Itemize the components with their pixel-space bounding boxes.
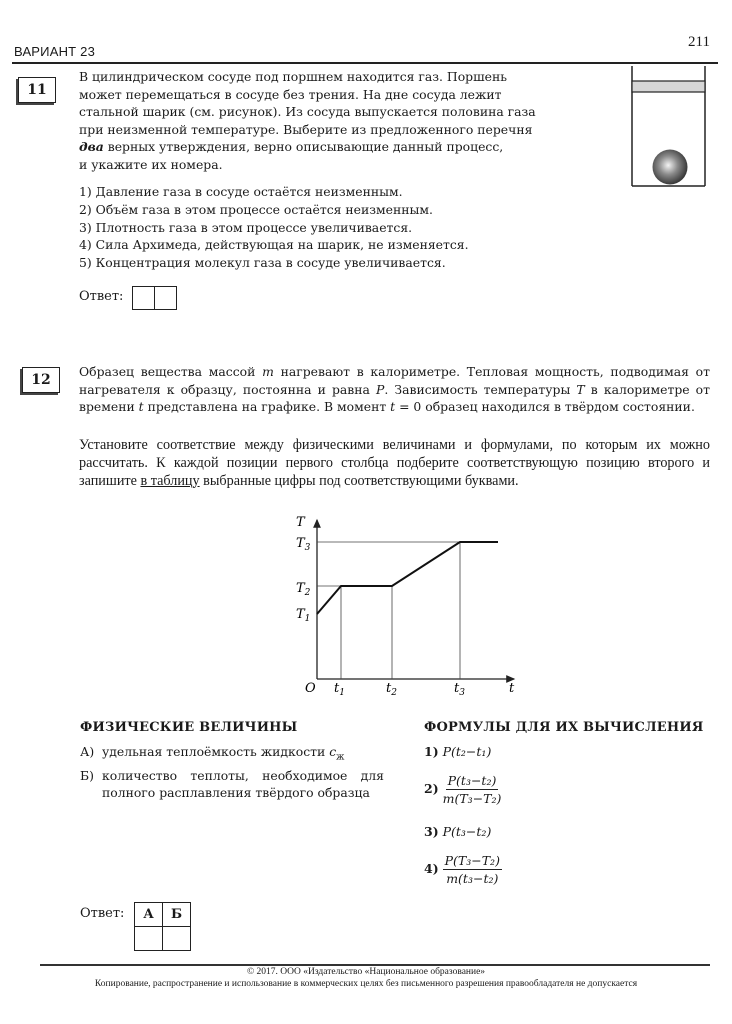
answer-header-A: А xyxy=(135,903,163,927)
text: в калориметре от времени xyxy=(79,381,710,414)
text: удельная теплоёмкость жидкости xyxy=(102,744,330,759)
fraction xyxy=(443,853,502,886)
formula-label: 2) xyxy=(424,781,439,796)
temperature-curve xyxy=(317,542,498,614)
svg-text:T2: $T_2$ xyxy=(296,581,311,598)
symbol-T: T xyxy=(576,381,585,397)
answer-box-11[interactable] xyxy=(132,286,177,310)
answer-cell-1[interactable] xyxy=(133,287,155,309)
text: Установите соответствие между физическими величинами и формулами, по которым их можно рассчитать. К каждой позиции первого столбца подберите соответствующую позицию второго и запишите xyxy=(79,437,710,489)
text: . Зависимость температуры xyxy=(384,381,577,397)
formula-expr: P(t₃−t₂) xyxy=(442,824,492,839)
variant-title: ВАРИАНТ 23 xyxy=(14,44,95,59)
svg-text:t2: $t_2$ xyxy=(386,681,397,698)
text: выбранные цифры под соответствующими буквами. xyxy=(199,472,519,489)
formula-expr: P(t₂−t₁) xyxy=(442,744,492,759)
quantity-label: А) xyxy=(80,744,95,759)
task11-text xyxy=(79,68,609,173)
page-number: 211 xyxy=(688,34,710,50)
numerator: P(t₃−t₂) xyxy=(447,773,497,788)
task11-line: при неизменной температуре. Выберите из предложенного перечня xyxy=(79,121,533,137)
svg-text:T3: $T_3$ xyxy=(296,536,311,553)
temperature-time-graph xyxy=(284,514,524,700)
quantity-B xyxy=(80,767,384,802)
emphasis-word: два xyxy=(79,139,104,154)
formula-label: 1) xyxy=(424,744,439,759)
y-axis-label: T xyxy=(296,515,305,530)
symbol-c: c xyxy=(329,744,337,759)
quantity-A xyxy=(80,743,384,767)
option-2: 2) Объём газа в этом процессе остаётся неизменным. xyxy=(79,201,433,217)
option-3: 3) Плотность газа в этом процессе увеличивается. xyxy=(79,219,413,235)
formula-4 xyxy=(424,853,502,886)
denominator: m(T₃−T₂) xyxy=(442,791,502,806)
quantity-label: Б) xyxy=(80,767,94,783)
quantities-list xyxy=(80,743,384,802)
origin-label: O xyxy=(305,681,316,696)
task11-line-rest: верных утверждения, верно описывающие данный процесс, xyxy=(103,139,504,154)
answer-header-B: Б xyxy=(163,903,191,927)
task11-line: может перемещаться в сосуде без трения. На дне сосуда лежит xyxy=(79,86,502,102)
formula-label: 3) xyxy=(424,824,439,839)
formula-2 xyxy=(424,773,501,806)
answer-label-11: Ответ: xyxy=(79,289,124,304)
task11-line xyxy=(79,138,609,156)
fraction xyxy=(443,773,502,806)
task-number-11: 11 xyxy=(18,77,56,103)
underlined-text: в таблицу xyxy=(140,472,200,489)
symbol-t: t xyxy=(138,399,144,414)
task12-condition xyxy=(79,363,710,416)
footer-divider xyxy=(40,964,710,966)
svg-text:T1: $T_1$ xyxy=(296,607,311,624)
copyright: © 2017. ООО «Издательство «Национальное образование» xyxy=(246,967,486,977)
formula-1 xyxy=(424,744,491,759)
answer-cell-2[interactable] xyxy=(155,287,176,309)
option-1: 1) Давление газа в сосуде остаётся неизменным. xyxy=(79,184,403,199)
copyright-notice: Копирование, распространение и использование в коммерческих целях без письменного разрешения правообладателя не допускается xyxy=(94,979,638,989)
text: нагревают в калориметре. Тепловая мощность, подводимая от нагревателя к образцу, постоянна и равна xyxy=(79,364,710,397)
denominator: m(t₃−t₂) xyxy=(446,871,499,886)
symbol-t: t xyxy=(390,399,396,414)
formula-3 xyxy=(424,824,491,839)
text: Образец вещества массой xyxy=(79,364,263,379)
task12-instruction xyxy=(79,437,710,490)
task-number-12: 12 xyxy=(22,367,60,393)
subscript: ж xyxy=(336,752,345,763)
task11-line: стальной шарик (см. рисунок). Из сосуда выпускается половина газа xyxy=(79,104,536,119)
answer-cell-A[interactable] xyxy=(135,927,163,951)
task11-options xyxy=(79,183,469,272)
option-5: 5) Концентрация молекул газа в сосуде увеличивается. xyxy=(79,255,446,271)
option-4: 4) Сила Архимеда, действующая на шарик, не изменяется. xyxy=(79,237,469,253)
svg-text:t3: $t_3$ xyxy=(454,681,465,698)
task11-line: В цилиндрическом сосуде под поршнем находится газ. Поршень xyxy=(79,69,507,84)
steel-ball xyxy=(653,150,688,185)
quantity-text: количество теплоты, необходимое для полного расплавления твёрдого образца xyxy=(102,767,384,801)
header-divider xyxy=(12,62,718,64)
answer-cell-B[interactable] xyxy=(163,927,191,951)
cylinder-piston-figure xyxy=(628,66,708,190)
answer-label-12: Ответ: xyxy=(80,906,125,921)
text: представлена на графике. В момент xyxy=(143,399,391,414)
symbol-m: m xyxy=(262,364,274,379)
svg-text:t1: $t_1$ xyxy=(334,681,345,698)
x-axis-label: t xyxy=(509,681,515,696)
symbol-P: P xyxy=(376,381,385,397)
formula-label: 4) xyxy=(424,861,439,876)
quantity-text xyxy=(102,743,384,767)
piston xyxy=(632,81,705,92)
quantities-header: ФИЗИЧЕСКИЕ ВЕЛИЧИНЫ xyxy=(80,720,298,735)
task11-line: и укажите их номера. xyxy=(79,156,223,172)
text: = 0 образец находился в твёрдом состоянии. xyxy=(395,399,695,414)
answer-table-12 xyxy=(134,902,191,951)
formulas-header: ФОРМУЛЫ ДЛЯ ИХ ВЫЧИСЛЕНИЯ xyxy=(424,720,704,735)
numerator: P(T₃−T₂) xyxy=(444,853,500,868)
